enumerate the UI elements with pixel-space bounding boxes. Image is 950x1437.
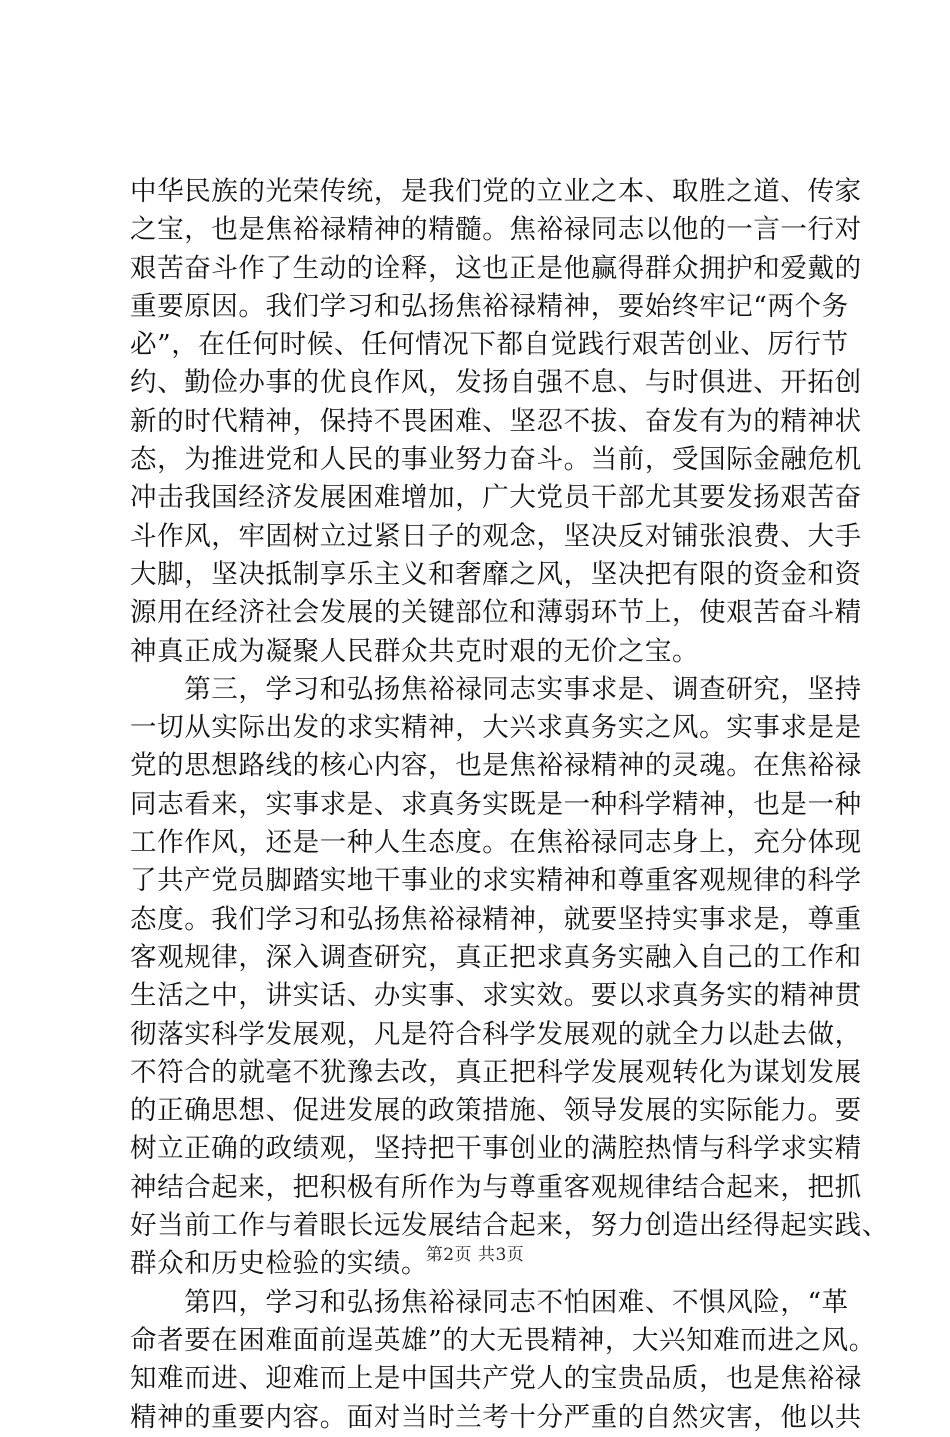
- text-line: 客观规律，深入调查研究，真正把求真务实融入自己的工作和: [130, 941, 862, 973]
- text-line: 工作作风，还是一种人生态度。在焦裕禄同志身上，充分体现: [130, 827, 862, 859]
- text-line: 了共产党员脚踏实地干事业的求实精神和尊重客观规律的科学: [130, 865, 862, 897]
- text-line: 生活之中，讲实话、办实事、求实效。要以求真务实的精神贯: [130, 980, 862, 1012]
- text-line: 同志看来，实事求是、求真务实既是一种科学精神，也是一种: [130, 788, 862, 820]
- text-line: 树立正确的政绩观，坚持把干事创业的满腔热情与科学求实精: [130, 1133, 862, 1165]
- text-line: 一切从实际出发的求实精神，大兴求真务实之风。实事求是是: [130, 712, 862, 744]
- text-line: 中华民族的光荣传统，是我们党的立业之本、取胜之道、传家: [130, 176, 862, 207]
- text-line: 神真正成为凝聚人民群众共克时艰的无价之宝。: [130, 635, 700, 667]
- text-line: 彻落实科学发展观，凡是符合科学发展观的就全力以赴去做，: [130, 1018, 862, 1050]
- text-line: 知难而进、迎难而上是中国共产党人的宝贵品质，也是焦裕禄: [130, 1363, 862, 1395]
- text-line: 神结合起来，把积极有所作为与尊重客观规律结合起来，把抓: [130, 1171, 862, 1203]
- text-line: 不符合的就毫不犹豫去改，真正把科学发展观转化为谋划发展: [130, 1056, 862, 1088]
- text-line: 大脚，坚决抵制享乐主义和奢靡之风，坚决把有限的资金和资: [130, 558, 862, 590]
- text-line: 重要原因。我们学习和弘扬焦裕禄精神，要始终牢记“两个务: [130, 290, 849, 322]
- text-line: 群众和历史检验的实绩。: [130, 1248, 429, 1280]
- text-line: 艰苦奋斗作了生动的诠释，这也正是他赢得群众拥护和爱戴的: [130, 252, 862, 284]
- text-line: 第四，学习和弘扬焦裕禄同志不怕困难、不惧风险，“革: [130, 1286, 849, 1318]
- text-line: 态度。我们学习和弘扬焦裕禄精神，就要坚持实事求是，尊重: [130, 903, 862, 935]
- text-line: 新的时代精神，保持不畏困难、坚忍不拔、奋发有为的精神状: [130, 405, 862, 437]
- text-line: 精神的重要内容。面对当时兰考十分严重的自然灾害，他以共: [130, 1401, 862, 1433]
- text-line: 第三，学习和弘扬焦裕禄同志实事求是、调查研究，坚持: [130, 673, 862, 705]
- text-line: 约、勤俭办事的优良作风，发扬自强不息、与时俱进、开拓创: [130, 367, 862, 399]
- page-footer: [0, 1240, 950, 1265]
- text-line: 的正确思想、促进发展的政策措施、领导发展的实际能力。要: [130, 1095, 862, 1127]
- text-line: 斗作风，牢固树立过紧日子的观念，坚决反对铺张浪费、大手: [130, 520, 862, 552]
- text-line: 必”，在任何时候、任何情况下都自觉践行艰苦创业、厉行节: [130, 329, 849, 361]
- text-line: 态，为推进党和人民的事业努力奋斗。当前，受国际金融危机: [130, 444, 862, 476]
- text-line: 好当前工作与着眼长远发展结合起来，努力创造出经得起实践、: [130, 1210, 889, 1242]
- text-line: 冲击我国经济发展困难增加，广大党员干部尤其要发扬艰苦奋: [130, 482, 862, 514]
- page-number-label: 第2页 共3页: [425, 1245, 525, 1265]
- text-line: 源用在经济社会发展的关键部位和薄弱环节上，使艰苦奋斗精: [130, 597, 862, 629]
- text-line: 党的思想路线的核心内容，也是焦裕禄精神的灵魂。在焦裕禄: [130, 750, 862, 782]
- text-line: 之宝，也是焦裕禄精神的精髓。焦裕禄同志以他的一言一行对: [130, 214, 862, 246]
- text-line: 命者要在困难面前逞英雄”的大无畏精神，大兴知难而进之风。: [130, 1324, 876, 1356]
